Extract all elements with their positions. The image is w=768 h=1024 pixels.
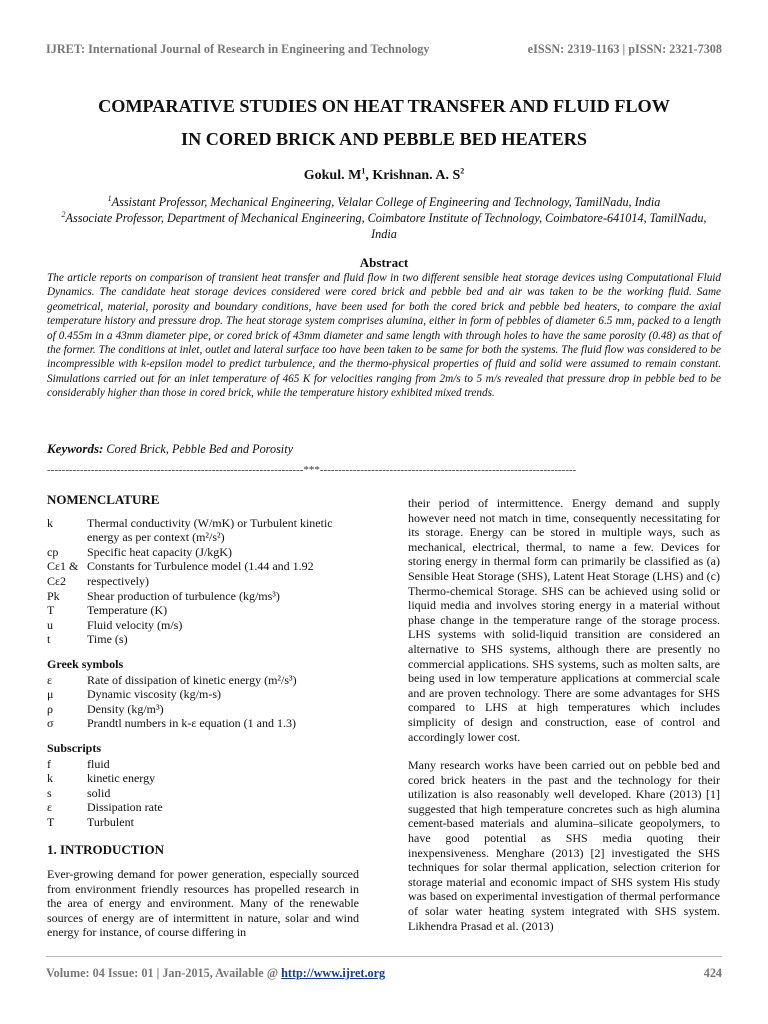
- symbol: σ: [47, 716, 54, 731]
- journal-link[interactable]: http://www.ijret.org: [281, 966, 386, 980]
- description: Prandtl numbers in k-ε equation (1 and 1.3): [87, 716, 296, 731]
- description: Thermal conductivity (W/mK) or Turbulent kinetic energy as per context (m²/s²): [87, 515, 333, 545]
- nomenclature-heading: NOMENCLATURE: [47, 492, 160, 507]
- keywords: [47, 441, 293, 457]
- symbol: u: [47, 617, 53, 632]
- introduction-paragraph-2: their period of intermittence. Energy demand and supply however need not match in time, consequently necessitating for its storage. Energy can be stored in multiple ways, such as mechanical, electrical, thermal, to name a few. Devices for storing energy in thermal form can primarily be classified as (a) Sensible Heat Storage (SHS), Latent Heat Storage (LHS) and (c) Thermo-chemical Storage. SHS can be achieved using solid or liquid media and involves storing energy in a material without phase change in the temperature range of the storage process. LHS systems with solid-liquid transition are considered an alternative to SHS systems, although there are presently no commercial applications. SHS systems, such as molten salts, are being used in low temperature applications at commercial scale and are proven technology. There are some advantages for SHS compared to LHS at high temperatures which includes simplicity of design and construction, ease of control and accordingly lower cost.: [408, 496, 720, 744]
- author-2-sup: 2: [460, 166, 465, 176]
- title-line-1: COMPARATIVE STUDIES ON HEAT TRANSFER AND FLUID FLOW: [98, 96, 670, 116]
- nomenclature-row: [47, 618, 359, 633]
- right-column: [408, 496, 720, 947]
- symbol: Pk: [47, 588, 60, 603]
- keywords-value: Cored Brick, Pebble Bed and Porosity: [106, 442, 293, 456]
- description: Shear production of turbulence (kg/ms³): [87, 588, 280, 603]
- affiliation-2: [56, 210, 712, 242]
- author-list: [0, 168, 768, 184]
- author-1-sup: 1: [361, 166, 366, 176]
- nomenclature-row: [47, 516, 359, 545]
- description: Rate of dissipation of kinetic energy (m²/s³): [87, 672, 297, 687]
- symbol: f: [47, 756, 51, 771]
- description: Turbulent: [87, 814, 134, 829]
- author-separator: ,: [365, 168, 373, 183]
- footer-rule: [46, 956, 722, 957]
- nomenclature-row: [47, 559, 359, 588]
- description: Fluid velocity (m/s): [87, 617, 183, 632]
- introduction-paragraph-3: Many research works have been carried out on pebble bed and cored brick heaters in the past and the technology for their utilization is also reasonably well developed. Khare (2013) [1] suggested that high temperature concretes such as high alumina cement-based materials and alumina–silicate geopolymers, to have good potential as SHS media quoting their inexpensiveness. Menghare (2013) [2] investigated the SHS techniques for solar thermal application, selection criterion for storage material and economic impact of SHS system His study was based on experimental investigation of thermal performance of solar water heating system integrated with SHS system. Likhendra Prasad et al. (2013): [408, 758, 720, 933]
- symbol: Cε1 & Cε2: [47, 559, 79, 588]
- affiliation-2-sup: 2: [61, 209, 66, 219]
- author-1: Gokul. M: [303, 168, 362, 183]
- symbol: s: [47, 785, 52, 800]
- affiliation-1: [56, 194, 712, 210]
- symbol: T: [47, 603, 55, 618]
- keywords-label: Keywords:: [47, 441, 104, 456]
- nomenclature-table: [47, 516, 359, 647]
- symbol: ε: [47, 672, 53, 687]
- description: Constants for Turbulence model (1.44 and 1.92 respectively): [87, 559, 314, 588]
- affiliation-1-text: Assistant Professor, Mechanical Engineering, Velalar College of Engineering and Technology, TamilNadu, India: [111, 195, 661, 209]
- introduction-heading: 1. INTRODUCTION: [47, 842, 165, 858]
- symbol: k: [47, 515, 53, 530]
- nomenclature-row: [47, 603, 359, 618]
- affiliation-2-text: Associate Professor, Department of Mechanical Engineering, Coimbatore Institute of Technology, Coimbatore-641014, TamilNadu, India: [65, 211, 707, 241]
- symbol: ε: [47, 800, 53, 815]
- footer-volume: [46, 966, 385, 981]
- page-footer: [46, 966, 722, 981]
- symbol: ρ: [47, 701, 53, 716]
- description: Dissipation rate: [87, 800, 163, 815]
- description: fluid: [87, 756, 110, 771]
- subscript-row: [47, 800, 359, 815]
- subscripts-table: [47, 757, 359, 830]
- symbol: cp: [47, 544, 59, 559]
- subscript-row: [47, 815, 359, 830]
- nomenclature-row: [47, 545, 359, 560]
- abstract-heading: Abstract: [359, 255, 409, 270]
- description: Time (s): [87, 632, 128, 647]
- symbol: T: [47, 814, 55, 829]
- subscript-row: [47, 786, 359, 801]
- page-number: 424: [703, 966, 722, 980]
- subscript-row: [47, 757, 359, 772]
- abstract-text: The article reports on comparison of transient heat transfer and fluid flow in two different sensible heat storage devices using Computational Fluid Dynamics. The candidate heat storage devices considered were cored brick and pebble bed and air was taken to be the working fluid. Same geometrical, material, porosity and boundary conditions, have been used for both the cored brick and pebble bed heaters, to compare the axial temperature history and pressure drop. The heat storage system comprises alumina, either in form of pebbles of diameter 6.5 mm, packed to a length of 0.455m in a 43mm diameter pipe, or cored brick of 43mm diameter and same length with through holes to have the same porosity (0.48) as that of the former. The conditions at inlet, outlet and lateral surface too have been taken to be same for both the systems. The fluid flow was considered to be incompressible with k-epsilon model to predict turbulence, and the thermo-physical properties of fluid and solid were assumed to remain constant. Simulations carried out for an inlet temperature of 465 K for velocities ranging from 2m/s to 5 m/s revealed that pressure drop in pebble bed to be considerably higher than those in cored brick, while the temperature history exhibited mixed trends.: [47, 272, 721, 400]
- introduction-paragraph-1: Ever-growing demand for power generation, especially sourced from environment friendly resources has propelled research in the area of energy and environment. Many of the renewable sources of energy are of intermittent in nature, solar and wind energy for instance, of course differing in: [47, 867, 359, 940]
- greek-table: [47, 673, 359, 731]
- description: solid: [87, 785, 111, 800]
- symbol: t: [47, 632, 51, 647]
- symbol: μ: [47, 687, 54, 702]
- subscripts-heading: Subscripts: [47, 740, 102, 755]
- running-header: [46, 42, 722, 57]
- journal-name: IJRET: International Journal of Research in Engineering and Technology: [46, 42, 430, 56]
- paper-title: [30, 90, 738, 156]
- subscript-row: [47, 771, 359, 786]
- description: Specific heat capacity (J/kgK): [87, 544, 232, 559]
- nomenclature-row: [47, 632, 359, 647]
- description: Density (kg/m³): [87, 701, 164, 716]
- affiliation-1-sup: 1: [107, 193, 112, 203]
- left-column: [47, 493, 359, 940]
- greek-symbol-row: [47, 673, 359, 688]
- symbol: k: [47, 771, 53, 786]
- section-separator: ----------------------------------------------------------------------***----------------------------------------------------------------------: [47, 464, 577, 476]
- greek-symbol-row: [47, 687, 359, 702]
- title-line-2: IN CORED BRICK AND PEBBLE BED HEATERS: [181, 129, 587, 149]
- description: kinetic energy: [87, 771, 156, 786]
- nomenclature-row: [47, 589, 359, 604]
- description: Dynamic viscosity (kg/m-s): [87, 687, 221, 702]
- author-2: Krishnan. A. S: [372, 168, 461, 183]
- greek-symbol-row: [47, 702, 359, 717]
- footer-volume-text: Volume: 04 Issue: 01 | Jan-2015, Available @: [46, 966, 282, 980]
- issn: eISSN: 2319-1163 | pISSN: 2321-7308: [527, 42, 722, 56]
- greek-heading: Greek symbols: [47, 656, 124, 671]
- greek-symbol-row: [47, 716, 359, 731]
- affiliations: [56, 194, 712, 242]
- description: Temperature (K): [87, 603, 168, 618]
